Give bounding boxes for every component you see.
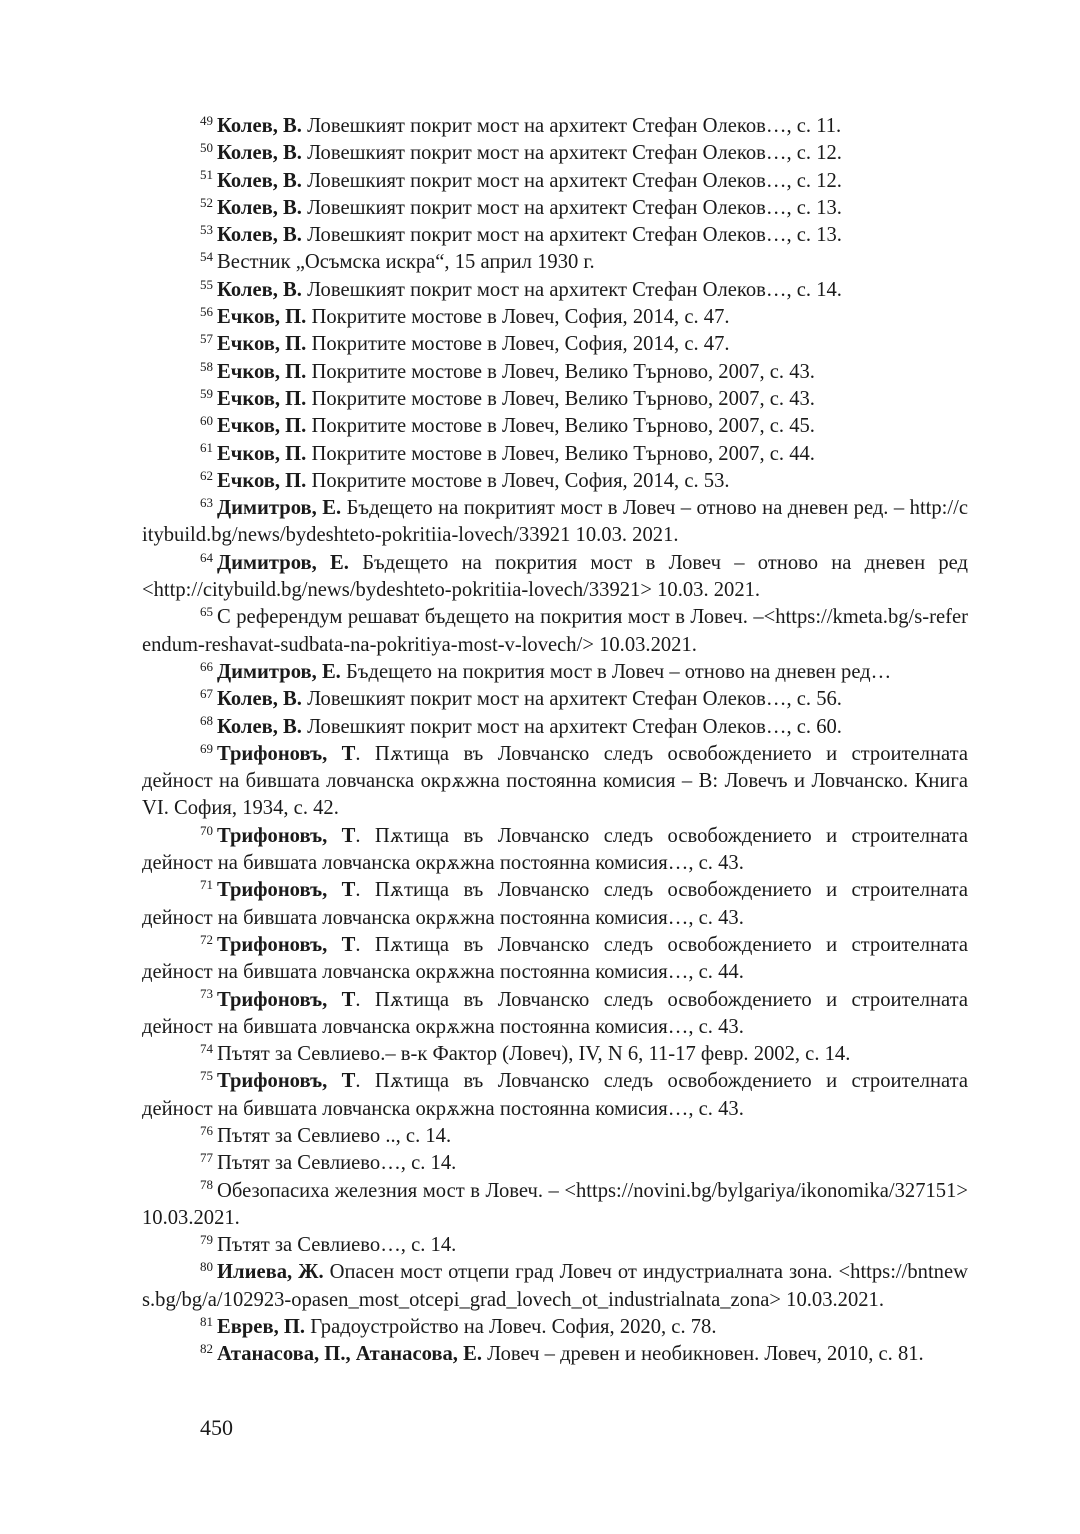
footnote-number: 53 <box>200 222 213 238</box>
footnote-author: Трифоновъ, Т <box>217 879 356 902</box>
footnote-author: Димитров, Е. <box>217 497 342 520</box>
footnote-number: 67 <box>200 686 213 702</box>
footnote-text: Вестник „Осъмска искра“, 15 април 1930 г. <box>217 251 595 274</box>
footnote-author: Колев, В. <box>217 224 302 247</box>
footnote-text: Покритите мостове в Ловеч, София, 2014, с. 47. <box>306 306 730 329</box>
footnote <box>142 441 968 468</box>
footnote-author: Колев, В. <box>217 715 302 738</box>
footnote-number: 70 <box>200 822 213 838</box>
footnote-author: Илиева, Ж. <box>217 1261 324 1284</box>
footnote <box>142 659 968 686</box>
footnote-number: 52 <box>200 194 213 210</box>
footnote-author: Колев, В. <box>217 278 302 301</box>
footnote-number: 49 <box>200 112 213 128</box>
footnote-text: Покритите мостове в Ловеч, София, 2014, с. 53. <box>306 469 730 492</box>
footnote <box>142 932 968 987</box>
footnote-text: Ловешкият покрит мост на архитект Стефан Олеков…, с. 60. <box>301 715 842 738</box>
footnote-number: 75 <box>200 1068 213 1084</box>
footnote <box>142 1068 968 1123</box>
footnote-author: Еврев, П. <box>217 1316 306 1339</box>
footnote-text: . Пѫтища въ Ловчанско следъ освобождението и строителната дейност на бившата ловчанска окрѫжна постоянна комисия…, с. 43. <box>142 879 968 929</box>
footnote <box>142 714 968 741</box>
footnote-text: Ловешкият покрит мост на архитект Стефан Олеков…, с. 13. <box>301 224 842 247</box>
footnote-text: Ловешкият покрит мост на архитект Стефан Олеков…, с. 14. <box>301 278 842 301</box>
footnote-number: 71 <box>200 877 213 893</box>
footnote-text: Ловешкият покрит мост на архитект Стефан Олеков…, с. 11. <box>301 115 842 137</box>
footnote <box>142 249 968 276</box>
footnote-author: Трифоновъ, Т <box>217 1070 356 1093</box>
footnote <box>142 468 968 495</box>
footnote-author: Ечков, П. <box>217 387 307 410</box>
footnote-text: Бъдещето на покрития мост в Ловеч – отново на дневен ред… <box>340 660 892 683</box>
footnote <box>142 386 968 413</box>
footnote-author: Ечков, П. <box>217 469 307 492</box>
footnote-text: Покритите мостове в Ловеч, София, 2014, с. 47. <box>306 333 730 356</box>
footnote-number: 55 <box>200 276 213 292</box>
footnote-number: 65 <box>200 604 213 620</box>
footnote-text: . Пѫтища въ Ловчанско следъ освобождението и строителната дейност на бившата ловчанска окрѫжна постоянна комисия…, с. 44. <box>142 933 968 984</box>
footnote-author: Колев, В. <box>217 115 302 137</box>
footnote-number: 60 <box>200 413 213 429</box>
footnotes-block <box>142 113 968 1369</box>
footnote-number: 56 <box>200 303 213 319</box>
footnote-number: 63 <box>200 495 213 511</box>
footnote <box>142 987 968 1042</box>
footnote-author: Ечков, П. <box>217 306 307 329</box>
footnote-text: Покритите мостове в Ловеч, Велико Търново, 2007, с. 45. <box>306 415 815 438</box>
footnote <box>142 1259 968 1314</box>
footnote-author: Атанасова, П., Атанасова, Е. <box>217 1343 482 1366</box>
footnote <box>142 168 968 195</box>
footnote-number: 54 <box>200 249 213 265</box>
footnote <box>142 1123 968 1150</box>
footnote-number: 50 <box>200 140 213 156</box>
footnote <box>142 359 968 386</box>
footnote-number: 66 <box>200 658 213 674</box>
footnote <box>142 877 968 932</box>
footnote <box>142 741 968 823</box>
footnote <box>142 304 968 331</box>
footnote <box>142 277 968 304</box>
footnote-author: Трифоновъ, Т <box>217 824 356 847</box>
footnote-number: 82 <box>200 1341 213 1357</box>
footnote-number: 78 <box>200 1177 213 1193</box>
footnote-author: Димитров, Е. <box>217 551 349 574</box>
footnote <box>142 1150 968 1177</box>
footnote-text: Ловешкият покрит мост на архитект Стефан Олеков…, с. 12. <box>301 142 842 165</box>
footnote-text: Пътят за Севлиево…, с. 14. <box>217 1152 457 1175</box>
footnote <box>142 1178 968 1233</box>
footnote <box>142 1041 968 1068</box>
footnote-text: Пътят за Севлиево.– в-к Фактор (Ловеч), IV, N 6, 11-17 февр. 2002, с. 14. <box>217 1043 851 1066</box>
footnote-text: Бъдещето на покритият мост в Ловеч – отново на дневен ред. – http://citybuild.bg/news/bydeshteto-pokritiia-lovech/33921 10.03. 2021. <box>142 497 968 547</box>
footnote-text: Ловешкият покрит мост на архитект Стефан Олеков…, с. 13. <box>301 196 842 219</box>
footnote-text: Опасен мост отцепи град Ловеч от индустриалната зона. <https://bntnews.bg/bg/a/102923-opasen_most_otcepi_grad_lovech_ot_industrialnata_zona> 10.03.2021. <box>142 1261 968 1311</box>
footnote-author: Димитров, Е. <box>217 660 341 683</box>
footnote-text: Покритите мостове в Ловеч, Велико Търново, 2007, с. 44. <box>306 442 815 465</box>
footnote <box>142 1341 968 1368</box>
footnote-number: 51 <box>200 167 213 183</box>
footnote <box>142 1232 968 1259</box>
footnote <box>142 686 968 713</box>
footnote <box>142 495 968 550</box>
footnote-text: . Пѫтища въ Ловчанско следъ освобождението и строителната дейност на бившата ловчанска окрѫжна постоянна комисия…, с. 43. <box>142 1070 968 1120</box>
footnote-author: Колев, В. <box>217 688 302 711</box>
footnote-number: 57 <box>200 331 213 347</box>
footnote-text: Пътят за Севлиево…, с. 14. <box>217 1234 457 1257</box>
footnote-author: Ечков, П. <box>217 442 307 465</box>
footnote-author: Трифоновъ, Т <box>217 742 356 765</box>
footnote-author: Ечков, П. <box>217 333 307 356</box>
footnote-number: 79 <box>200 1232 213 1248</box>
footnote-author: Трифоновъ, Т <box>217 988 356 1011</box>
footnote-number: 73 <box>200 986 213 1002</box>
footnote-number: 69 <box>200 740 213 756</box>
footnote-text: Ловешкият покрит мост на архитект Стефан Олеков…, с. 56. <box>301 688 842 711</box>
footnote-number: 77 <box>200 1150 213 1166</box>
footnote-number: 81 <box>200 1313 213 1329</box>
footnote-text: Ловешкият покрит мост на архитект Стефан Олеков…, с. 12. <box>301 169 842 192</box>
footnote-text: Градоустройство на Ловеч. София, 2020, с. 78. <box>305 1316 717 1339</box>
footnote-text: Ловеч – древен и необикновен. Ловеч, 2010, с. 81. <box>481 1343 924 1366</box>
footnote-number: 76 <box>200 1122 213 1138</box>
footnote <box>142 1314 968 1341</box>
footnote <box>142 823 968 878</box>
footnote <box>142 331 968 358</box>
footnote-number: 72 <box>200 931 213 947</box>
footnote-author: Ечков, П. <box>217 415 307 438</box>
footnote-text: Обезопасиха железния мост в Ловеч. – <https://novini.bg/bylgariya/ikonomika/327151> 10.03.2021. <box>142 1179 968 1229</box>
footnote-number: 80 <box>200 1259 213 1275</box>
footnote <box>142 550 968 605</box>
footnote <box>142 413 968 440</box>
page-number: 450 <box>200 1415 233 1440</box>
footnote-text: Пътят за Севлиево .., с. 14. <box>217 1124 452 1147</box>
footnote-number: 64 <box>200 549 213 565</box>
footnote-number: 61 <box>200 440 213 456</box>
footnote-text: Бъдещето на покрития мост в Ловеч – отново на дневен ред <http://citybuild.bg/news/bydeshteto-pokritiia-lovech/33921> 10.03. 2021. <box>142 551 968 602</box>
footnote-author: Трифоновъ, Т <box>217 933 356 956</box>
footnote-text: С референдум решават бъдещето на покрития мост в Ловеч. –<https://kmeta.bg/s-referendum-reshavat-sudbata-na-pokritiya-most-v-lovech/> 10.03.2021. <box>142 606 968 656</box>
footnote <box>142 222 968 249</box>
footnote-number: 59 <box>200 385 213 401</box>
footnote <box>142 604 968 659</box>
footnote-text: . Пѫтища въ Ловчанско следъ освобождението и строителната дейност на бившата ловчанска окрѫжна постоянна комисия…, с. 43. <box>142 988 968 1038</box>
footnote-author: Ечков, П. <box>217 360 307 383</box>
footnote-text: Покритите мостове в Ловеч, Велико Търново, 2007, с. 43. <box>306 387 815 410</box>
footnote <box>142 113 968 140</box>
footnote-author: Колев, В. <box>217 169 302 192</box>
footnote-number: 68 <box>200 713 213 729</box>
footnote-text: . Пѫтища въ Ловчанско следъ освобождението и строителната дейност на бившата ловчанска окрѫжна постоянна комисия…, с. 43. <box>142 824 968 875</box>
footnote-number: 74 <box>200 1040 213 1056</box>
footnote <box>142 195 968 222</box>
footnote-author: Колев, В. <box>217 196 302 219</box>
footnote-number: 62 <box>200 467 213 483</box>
footnote <box>142 140 968 167</box>
footnote-number: 58 <box>200 358 213 374</box>
footnote-author: Колев, В. <box>217 142 302 165</box>
footnote-text: Покритите мостове в Ловеч, Велико Търново, 2007, с. 43. <box>306 360 815 383</box>
footnote-text: . Пѫтища въ Ловчанско следъ освобождението и строителната дейност на бившата ловчанска окрѫжна постоянна комисия – В: Ловечъ и Ловчанско. Книга VI. София, 1934, с. 42. <box>142 742 968 820</box>
